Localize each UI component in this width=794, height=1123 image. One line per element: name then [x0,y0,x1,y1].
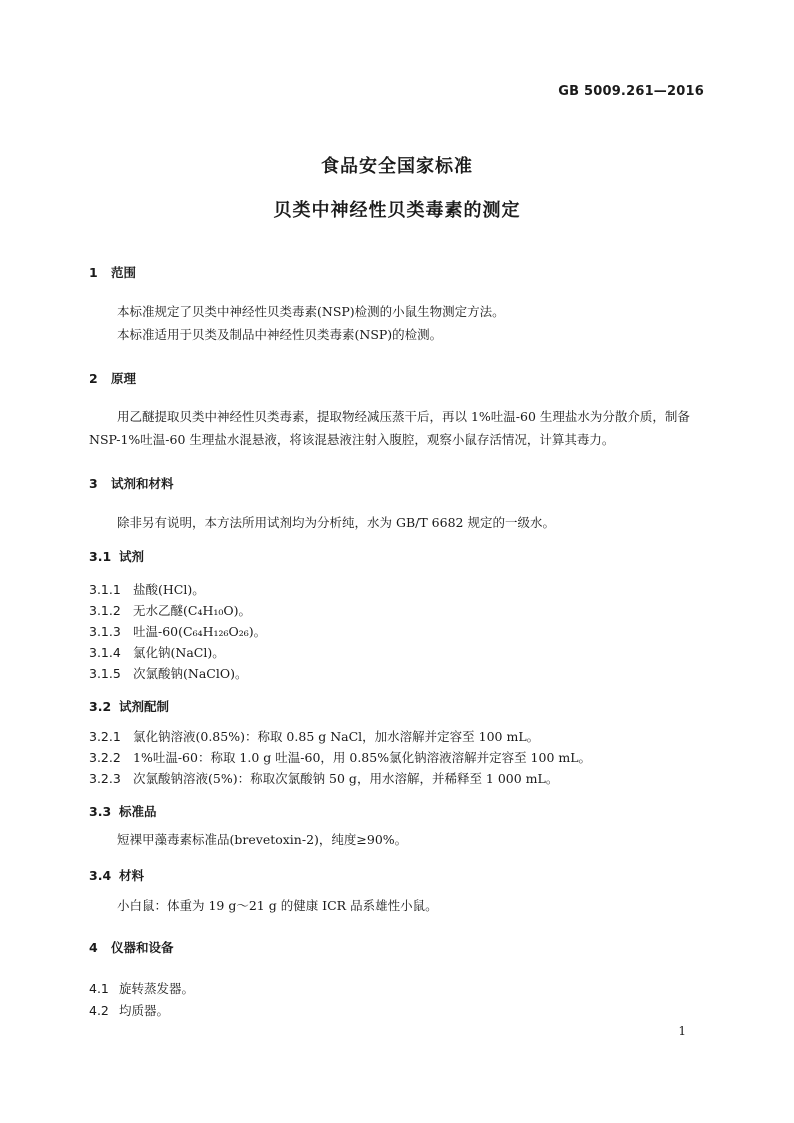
section-1-paragraph-2: 本标准适用于贝类及制品中神经性贝类毒素(NSP)的检测。 [117,327,443,342]
section-heading-4: 4 仪器和设备 [89,940,174,955]
list-item: 3.1.1 盐酸(HCl)。 [89,582,205,597]
page-number: 1 [678,1024,686,1038]
section-heading-3-3: 3.3 标准品 [89,804,157,819]
section-3-3-paragraph: 短裸甲藻毒素标准品(brevetoxin-2)，纯度≥90%。 [117,832,408,847]
section-heading-3: 3 试剂和材料 [89,476,174,491]
list-item: 3.2.3 次氯酸钠溶液(5%)：称取次氯酸钠 50 g，用水溶解，并稀释至 1 000 mL。 [89,771,559,786]
section-3-4-paragraph: 小白鼠：体重为 19 g～21 g 的健康 ICR 品系雄性小鼠。 [117,898,438,913]
section-heading-1: 1 范围 [89,265,137,280]
section-heading-3-4: 3.4 材料 [89,868,145,883]
section-heading-3-2: 3.2 试剂配制 [89,699,170,714]
list-item: 3.2.1 氯化钠溶液(0.85%)：称取 0.85 g NaCl，加水溶解并定容至 100 mL。 [89,729,540,744]
list-item: 3.1.3 吐温-60(C₆₄H₁₂₆O₂₆)。 [89,624,267,639]
list-item: 3.2.2 1%吐温-60：称取 1.0 g 吐温-60，用 0.85%氯化钠溶液溶解并定容至 100 mL。 [89,750,592,765]
list-item: 4.2 均质器。 [89,1003,170,1018]
list-item: 3.1.4 氯化钠(NaCl)。 [89,645,225,660]
document-subtitle: 贝类中神经性贝类毒素的测定 [273,200,521,221]
list-item: 3.1.2 无水乙醚(C₄H₁₀O)。 [89,603,251,618]
list-item: 4.1 旋转蒸发器。 [89,981,195,996]
document-title: 食品安全国家标准 [321,156,473,177]
standard-code: GB 5009.261—2016 [558,84,704,99]
section-1-paragraph-1: 本标准规定了贝类中神经性贝类毒素(NSP)检测的小鼠生物测定方法。 [117,304,505,319]
section-heading-3-1: 3.1 试剂 [89,549,145,564]
section-2-paragraph: 用乙醚提取贝类中神经性贝类毒素，提取物经减压蒸干后，再以 1%吐温-60 生理盐水为分散介质，制备 NSP-1%吐温-60 生理盐水混悬液，将该混悬液注射入腹腔，观察小鼠存活情况，计算其毒力。 [89,409,690,447]
list-item: 3.1.5 次氯酸钠(NaClO)。 [89,666,248,681]
section-heading-2: 2 原理 [89,371,137,386]
section-3-paragraph: 除非另有说明，本方法所用试剂均为分析纯，水为 GB/T 6682 规定的一级水。 [117,515,555,530]
